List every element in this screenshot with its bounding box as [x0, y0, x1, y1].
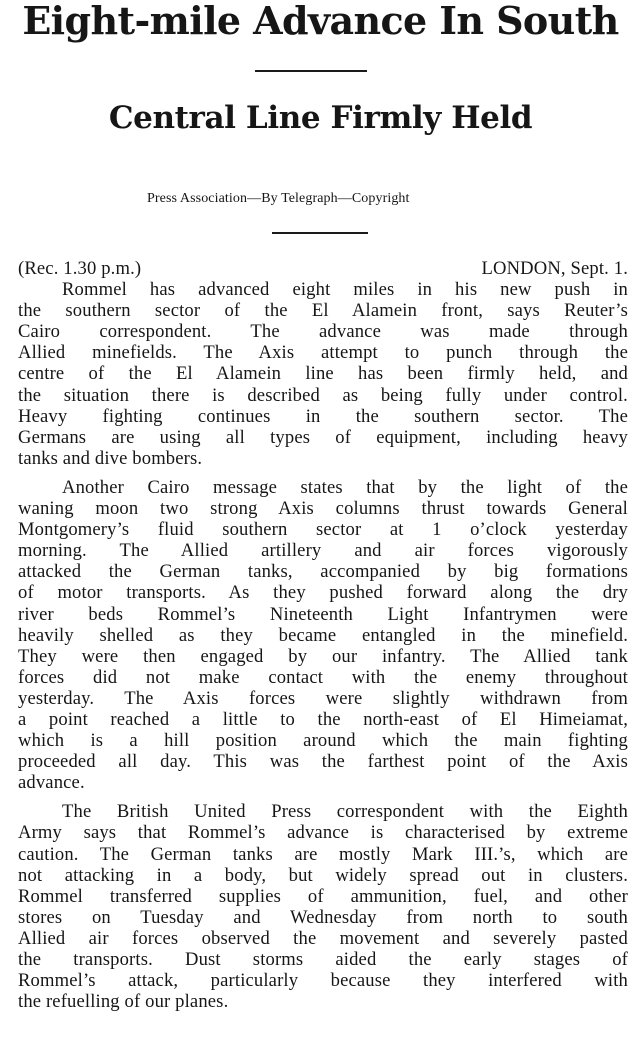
paragraph-gap	[18, 469, 628, 477]
paragraph	[18, 279, 628, 469]
text-line: attacked the German tanks, accompanied by big formations	[18, 561, 628, 583]
text-line: the transports. Dust storms aided the early stages of	[18, 949, 628, 970]
paragraph	[18, 801, 628, 1012]
text-line: Cairo correspondent. The advance was made through	[18, 321, 628, 343]
text-line: Germans are using all types of equipment, including heavy	[18, 426, 628, 448]
text-line: Allied air forces observed the movement and severely pasted	[18, 927, 628, 949]
headline-divider	[255, 70, 367, 72]
text-line: the refuelling of our planes.	[18, 991, 229, 1013]
text-line: Montgomery’s fluid southern sector at 1 o’clock yesterday	[18, 519, 628, 541]
article-paragraphs	[18, 279, 628, 1012]
paragraph	[18, 477, 628, 793]
text-line: Allied minefields. The Axis attempt to punch through the	[18, 342, 628, 364]
received-time: (Rec. 1.30 p.m.)	[18, 258, 142, 279]
text-line: Rommel’s attack, particularly because they interfered with	[18, 970, 628, 992]
headline: Eight-mile Advance In South	[22, 0, 619, 43]
text-line: advance.	[18, 772, 85, 794]
text-line: river beds Rommel’s Nineteenth Light Infantrymen were	[18, 603, 628, 625]
text-line: not attacking in a body, but widely spread out in clusters.	[18, 864, 628, 886]
text-line: Rommel transferred supplies of ammunition, fuel, and other	[18, 885, 628, 907]
text-line: of motor transports. As they pushed forward along the dry	[18, 582, 628, 604]
text-line: Army says that Rommel’s advance is characterised by extreme	[18, 822, 628, 844]
text-line: the southern sector of the El Alamein front, says Reuter’s	[18, 300, 628, 322]
text-line: Another Cairo message states that by the light of the	[62, 476, 628, 498]
subheadline: Central Line Firmly Held	[108, 100, 533, 136]
text-line: stores on Tuesday and Wednesday from north to south	[18, 906, 628, 928]
text-line: yesterday. The Axis forces were slightly withdrawn from	[18, 687, 628, 709]
text-line: They were then engaged by our infantry. The Allied tank	[18, 645, 628, 667]
text-line: tanks and dive bombers.	[18, 447, 203, 469]
text-line: Rommel has advanced eight miles in his new push in	[62, 279, 628, 301]
dateline-row	[18, 258, 628, 279]
text-line: the situation there is described as being fully under control.	[18, 384, 628, 406]
wire-credit: Press Association—By Telegraph—Copyright	[147, 191, 410, 206]
credit-divider	[272, 232, 368, 234]
dateline: LONDON, Sept. 1.	[481, 258, 628, 279]
text-line: caution. The German tanks are mostly Mark III.’s, which are	[18, 843, 628, 865]
text-line: which is a hill position around which the main fighting	[18, 730, 628, 752]
article-body	[18, 258, 628, 1012]
text-line: heavily shelled as they became entangled in the minefield.	[18, 624, 628, 646]
text-line: The British United Press correspondent with the Eighth	[62, 801, 628, 823]
text-line: waning moon two strong Axis columns thrust towards General	[18, 498, 628, 520]
text-line: a point reached a little to the north-east of El Himeiamat,	[18, 708, 628, 730]
text-line: centre of the El Alamein line has been firmly held, and	[18, 363, 628, 385]
paragraph-gap	[18, 793, 628, 801]
text-line: forces did not make contact with the enemy throughout	[18, 666, 628, 688]
text-line: morning. The Allied artillery and air forces vigorously	[18, 540, 628, 562]
text-line: Heavy fighting continues in the southern sector. The	[18, 405, 628, 427]
text-line: proceeded all day. This was the farthest point of the Axis	[18, 751, 628, 773]
